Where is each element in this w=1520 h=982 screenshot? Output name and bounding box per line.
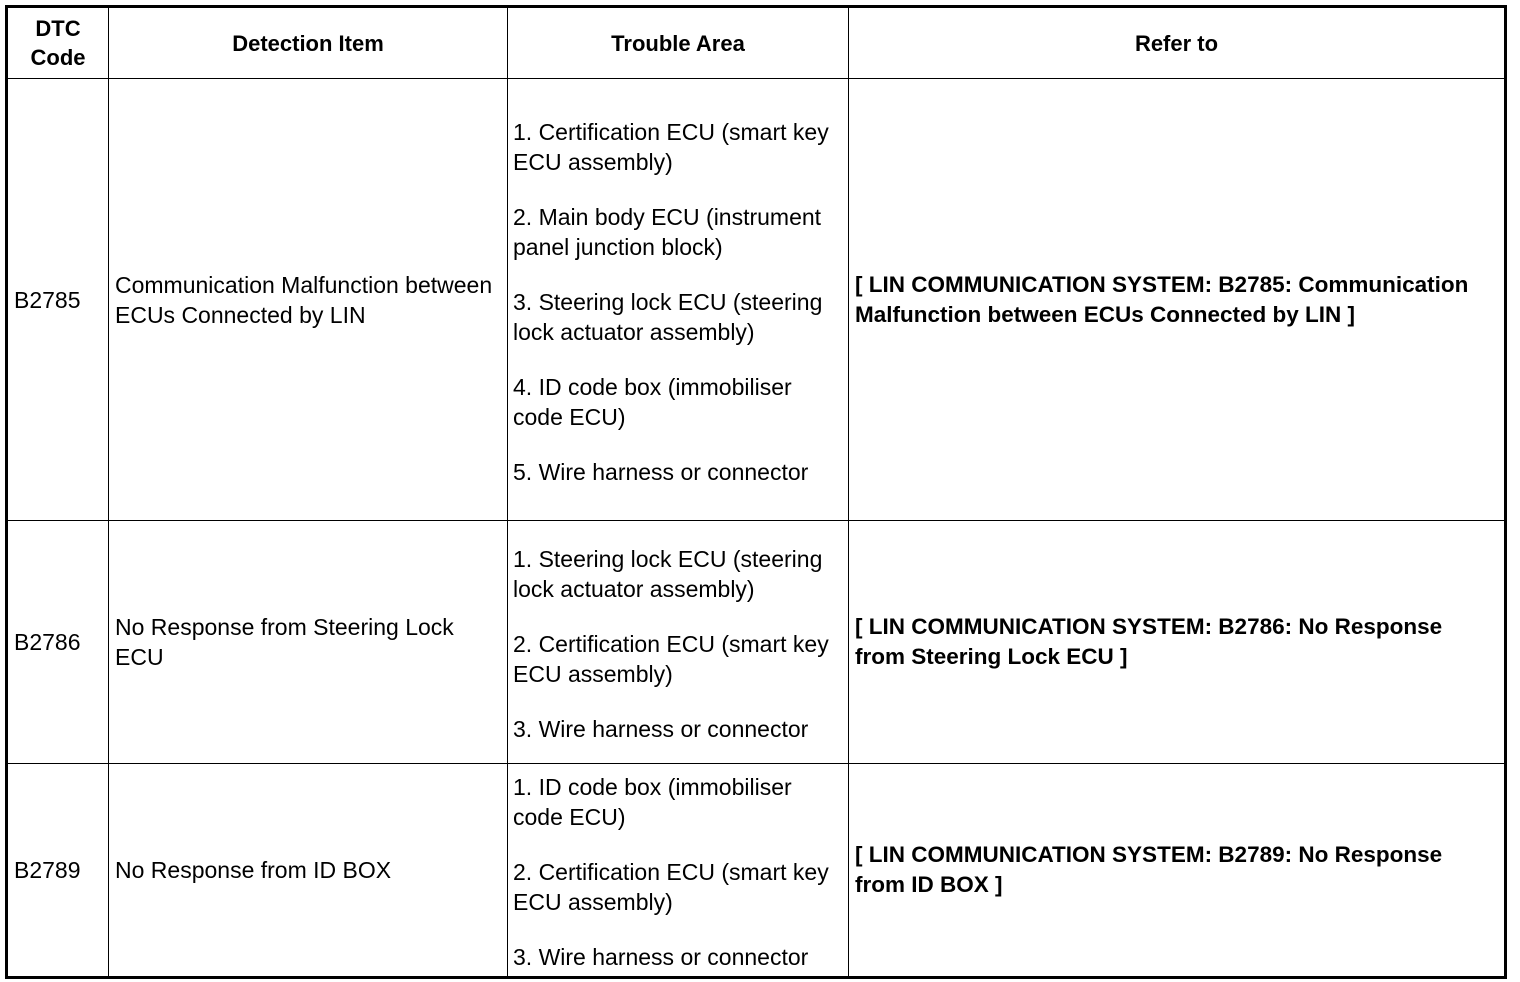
- header-refer-to: Refer to: [849, 7, 1506, 79]
- trouble-area-item: 4. ID code box (immobiliser code ECU): [513, 373, 792, 430]
- refer-to-link[interactable]: [ LIN COMMUNICATION SYSTEM: B2785: Communication Malfunction between ECUs Connected by LIN ]: [849, 79, 1506, 521]
- trouble-area-cell: [508, 521, 849, 764]
- trouble-area-item: 1. ID code box (immobiliser code ECU): [513, 774, 792, 830]
- header-dtc-code-line1: DTC: [35, 16, 81, 41]
- dtc-table: [5, 5, 1507, 979]
- trouble-area-list: [513, 764, 844, 976]
- trouble-area-item: 2. Main body ECU (instrument panel junction block): [513, 203, 822, 260]
- trouble-area-cell: [508, 764, 849, 978]
- trouble-area-list: [513, 109, 844, 491]
- table-row: [7, 764, 1506, 978]
- trouble-area-item: 1. Steering lock ECU (steering lock actuator assembly): [513, 546, 823, 602]
- trouble-area-list: [513, 536, 844, 748]
- dtc-code-cell: B2789: [7, 764, 109, 978]
- refer-to-link[interactable]: [ LIN COMMUNICATION SYSTEM: B2786: No Response from Steering Lock ECU ]: [849, 521, 1506, 764]
- header-row: [7, 7, 1506, 79]
- header-trouble-area: Trouble Area: [508, 7, 849, 79]
- trouble-area-item: 3. Wire harness or connector: [513, 944, 809, 970]
- table-body: [7, 79, 1506, 978]
- dtc-code-cell: B2786: [7, 521, 109, 764]
- trouble-area-cell: [508, 79, 849, 521]
- header-dtc-code-line2: Code: [30, 45, 86, 70]
- trouble-area-item: 1. Certification ECU (smart key ECU assembly): [513, 118, 829, 175]
- trouble-area-item: 2. Certification ECU (smart key ECU assembly): [513, 631, 829, 687]
- refer-to-link[interactable]: [ LIN COMMUNICATION SYSTEM: B2789: No Response from ID BOX ]: [849, 764, 1506, 978]
- trouble-area-item: 2. Certification ECU (smart key ECU assembly): [513, 859, 829, 915]
- header-detection-item: Detection Item: [109, 7, 508, 79]
- header-dtc-code: [7, 7, 109, 79]
- detection-item-cell: No Response from ID BOX: [109, 764, 508, 978]
- detection-item-cell: Communication Malfunction between ECUs Connected by LIN: [109, 79, 508, 521]
- detection-item-cell: No Response from Steering Lock ECU: [109, 521, 508, 764]
- table-row: [7, 521, 1506, 764]
- trouble-area-item: 3. Steering lock ECU (steering lock actuator assembly): [513, 288, 823, 345]
- trouble-area-item: 3. Wire harness or connector: [513, 716, 809, 742]
- table-header: [7, 7, 1506, 79]
- table-row: [7, 79, 1506, 521]
- trouble-area-item: 5. Wire harness or connector: [513, 458, 809, 485]
- dtc-code-cell: B2785: [7, 79, 109, 521]
